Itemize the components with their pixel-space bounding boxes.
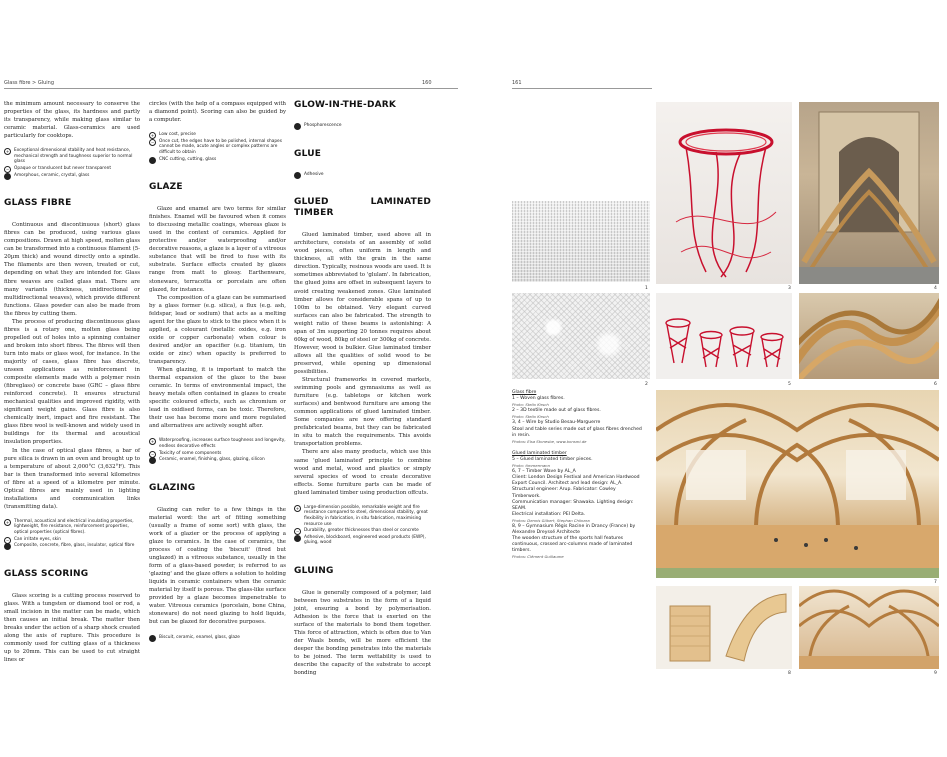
property-text: Large-dimension possible, remarkable weight and fire resistance compared to steel, dimensional stability, great flexibility in fabrication, in situ fabrication, maximising resource use [304, 504, 428, 527]
caption-line: Communication manager: Shawaka. Lighting design: SEAM. [512, 499, 634, 511]
property-item [294, 505, 431, 527]
left-page [0, 0, 470, 757]
caption-title: Glued laminated timber [512, 450, 567, 456]
caption-title: Glass fibre [512, 390, 537, 395]
paragraph: Glass scoring is a cutting process reserved to glass. With a tungsten or diamond tool or rod, a small incision in the matter can be made, which then causes an initial break. The matter then breaks under the action of a sharp shock created along the axis of rupture. This procedure is commonly used for cutting glass of a thickness up to 20mm. This can be used to cut straight lines or [4, 592, 140, 664]
photo-number-5: 5 [788, 382, 791, 387]
column-3 [294, 100, 431, 677]
photo-number-8: 8 [788, 671, 791, 676]
caption-line: Client: London Design Festival and American Hardwood Export Council. Architect and lead design: AL_A. [512, 475, 640, 487]
caption-line: 3, 4 – Wire by Studio Besau-Marguerre [512, 420, 601, 426]
property-item [149, 457, 286, 463]
caption-credit: Photo: Stelio Kirsch [512, 402, 549, 408]
property-item [149, 451, 286, 457]
property-text: Thermal, acoustical and electrical insulating properties, lightweight, fire resistance, reinforcement properties, optical properties (optical fibres). [14, 518, 134, 536]
photo-timber-wave-closeup [799, 293, 939, 379]
property-text: Once cut, the edges have to be polished, internal shapes cannot be made, acute angles or complex patterns are difficult to obtain [159, 138, 282, 155]
minus-icon: − [295, 529, 300, 535]
property-text: Can irritate eyes, skin [14, 536, 62, 542]
photo-glulam-pieces [656, 586, 792, 669]
glazing-body [149, 506, 286, 627]
caption-credit: Photos: Elsa Stonesbe, www.bonsmi.de [512, 438, 587, 444]
glaze-body [149, 205, 286, 430]
property-text: Ceramic, enamel, finishing, glass, glazing, silicon [159, 457, 265, 463]
glue-properties [294, 172, 431, 178]
caption-credit: Photo: Stelio Kirsch [512, 414, 549, 420]
heading-glow-in-the-dark: GLOW-IN-THE-DARK [294, 100, 397, 110]
paragraph: Continuous and discontinuous (short) glass fibres can be produced, using various glass compositions. Drawn at high speed, molten glass can be transformed into a continuous filament (5-20µm thick) and wound directly onto a spindle. The filaments are then woven, treated or cut, depending on what they are intended for. Glass fibre weaves are called glass mat. There are many variants (thickness, unidirectional or multidirectional weaves), which provide different functions. Glass powder can also be made from the fibres by cutting them. [4, 222, 140, 317]
caption-line: 5 – Glued laminated timber pieces. [512, 456, 593, 462]
glass-scoring-text-end: circles (with the help of a compass equipped with a diamond point). Scoring can also be guided by a computer. [149, 101, 286, 124]
paragraph: Glazing can refer to a few things in the material word: the art of fitting something (usually a frame of some sort) with glass, the work of a glazier or the process of applying a glaze to ceramics. In the case of ceramics, the process of coating the 'biscuit' (fired but unglazed) in a vitreous substance, usually in the form of a glass-based powder, is referred to as 'glazing' and the glaze offers a solution to holding liquids in ceramic containers when the ceramic material by itself is porous. The glass-like surface provided by a glaze becomes impenetrable to water. Vitreous ceramics (porcelain, bone China, stoneware) do not need glazing to hold liquids, but can be glazed for decorative purposes. [149, 506, 286, 626]
plus-icon: + [150, 439, 155, 445]
property-item [149, 635, 286, 641]
gluing-body [294, 589, 431, 678]
glass-scoring-body [4, 592, 140, 664]
heading-glaze: GLAZE [149, 182, 183, 193]
glass-ceramic-text-end: the minimum amount necessary to conserve the properties of the glass, its hardness and partly its transparency, while making glass similar to ceramic material. Glass-ceramics are used particularly for cooktops. [4, 101, 140, 140]
photo-captions [512, 390, 642, 561]
property-text: Composite, concrete, fibre, glass, insulator, optical fibre [14, 543, 135, 549]
running-head: Glass fibre > Gluing [4, 80, 55, 86]
header-rule-right [512, 88, 652, 89]
property-text: Adhesive [304, 171, 324, 177]
heading-glass-fibre: GLASS FIBRE [4, 198, 72, 209]
property-item [149, 132, 286, 138]
glass-fibre-body [4, 221, 140, 511]
plus-icon: + [150, 133, 155, 139]
paragraph: Glaze and enamel are two terms for similar finishes. Enamel will be favoured when it comes to discussing metallic coatings, whereas glaze is used in the context of ceramics. Applied for protective and/or waterproofing and/or decorative reasons, a glaze is a layer of a vitreous substance that will be fired to fuse with its substrate. Surface effects created by glazes range from matt to glossy. Earthenware, stoneware, terracotta or porcelain are often glazed, for instance. [149, 206, 286, 293]
heading-gluing: GLUING [294, 565, 334, 576]
caption-line: Stool and table series made out of glass fibres drenched in resin. [512, 426, 642, 438]
photo-timber-wave-museum [799, 102, 939, 284]
glow-properties [294, 123, 431, 129]
photo-wire-stool-red [656, 102, 792, 284]
property-text: Adhesive, blockboard, engineered wood products (EWP), gluing, wood [304, 534, 426, 546]
related-bullet-icon [294, 172, 301, 179]
photo-gymnasium-arches [799, 586, 939, 669]
property-item [4, 519, 140, 536]
property-item [294, 528, 431, 534]
caption-credit: Photos: Dennis Gilbert, Stephan Chiinara [512, 517, 590, 523]
header-rule [4, 88, 458, 89]
photo-gymnasium-interior [656, 390, 939, 578]
page-number-left: 160 [422, 80, 432, 86]
caption-line: Electrical installation: PEI Delta. [512, 511, 586, 517]
paragraph: When glazing, it is important to match the thermal expansion of the glaze to the base ceramic. In terms of environmental impact, the heavy metals often contained in glazes to create specific coloured effects, such as chromium or lead in oxidised forms, can be toxic. Therefore, their use has become more and more regulated and alternatives are actively sought after. [149, 367, 286, 430]
plus-icon: + [5, 149, 10, 155]
related-bullet-icon [294, 123, 301, 130]
caption-line: 2 – 3D textile made out of glass fibres. [512, 408, 601, 414]
property-item [294, 123, 431, 129]
property-item [149, 139, 286, 156]
photo-number-6: 6 [934, 382, 937, 387]
glass-fibre-properties [4, 519, 140, 549]
glass-scoring-properties [149, 132, 286, 162]
caption-credit: Photos: Clément Guillaume [512, 554, 564, 560]
photo-number-9: 9 [934, 671, 937, 676]
property-text: Biscuit, ceramic, enamel, glass, glaze [159, 634, 240, 640]
paragraph: There are also many products, which use this same 'glued laminated' principle to combine wood and metal, wood and plastics or simply several species of wood to create decorative effects. Some furniture parts can be made of glued laminated timber using production offcuts. [294, 449, 431, 496]
related-bullet-icon [4, 173, 11, 180]
page-number-right: 161 [512, 80, 522, 86]
related-bullet-icon [149, 635, 156, 642]
caption-line: 6, 7 – Timber Wave by AL_A [512, 469, 576, 475]
related-bullet-icon [149, 157, 156, 164]
photo-wire-stools-tables [656, 293, 792, 379]
minus-icon: − [5, 537, 10, 543]
glass-ceramic-properties [4, 148, 140, 178]
paragraph: Glue is generally composed of a polymer, laid between two substrates in the form of a liquid joint, ensuring a bond by polymerisation. Adhesion is the force that is exerted on the surface of the materials to bond them together. This force of attraction, which is often due to Van der Waals bonds, will be more efficient the deeper the bonding penetrates into the materials to be joined. The term wettability is used to describe the capacity of the substrate to accept bonding [294, 589, 431, 677]
column-1 [4, 100, 140, 664]
minus-icon: − [5, 167, 10, 173]
property-item [294, 535, 431, 546]
paragraph: Structural frameworks in covered markets, swimming pools and gymnasiums as well as furniture (e.g. tabletops or kitchen work surfaces) and bentwood furniture are among the common applications of glued laminated timber. Some companies are now offering standard prefabricated beams, but they can be fabricated in situ to match the requirements. This avoids transportation problems. [294, 377, 431, 448]
photo-number-1: 1 [645, 286, 648, 291]
photo-number-7: 7 [934, 580, 937, 585]
property-item [4, 543, 140, 549]
caption-line: The wooden structure of the sports hall features continuous, crossed arc-columns made of laminated timbers. [512, 536, 633, 554]
caption-line: 1 – Woven glass fibres. [512, 396, 565, 402]
property-text: Waterproofing, increases surface toughness and longevity, endless decorative effects [159, 438, 286, 450]
paragraph: Glued laminated timber, used above all in architecture, consists of an assembly of solid wood pieces, often uniform in length and thickness, all with the grain in the same direction. Typically, resinous woods are used. It is sometimes abbreviated to 'glulam'. In fabrication, the glued joins are offset in subsequent layers to avoid creating weakened zones. Glue laminated timber allows for considerable spans of up to 100m to be obtained. Very elegant curved surfaces can also be fabricated. The strength to weight ratio of these beams is astonishing: A span of 3m supporting 20 tonnes requires about 60kg of wood, 80kg of steel or 300kg of concrete. However, wood is bulkier. Glue laminated timber allows all the qualities of solid wood to be preserved, while opening up dimensional possibilities. [294, 232, 431, 375]
heading-glazing: GLAZING [149, 482, 196, 493]
related-bullet-icon [4, 543, 11, 550]
property-item [4, 537, 140, 543]
plus-icon: + [295, 505, 300, 511]
caption-credit: Photo: timmermann [512, 463, 550, 469]
plus-icon: + [5, 519, 10, 525]
paragraph: In the case of optical glass fibres, a bar of pure silica is drawn in an oven and brought up to a temperature of about 2,000°C (3,632°F). This bar is then transformed into several kilometres of fibre at a speed of a kilometre per minute. Optical fibres are mainly used in lighting installations and communication links (transmitting data). [4, 447, 140, 510]
photo-number-2: 2 [645, 382, 648, 387]
minus-icon: − [150, 139, 155, 145]
property-text: Phosphorescence [304, 123, 342, 128]
property-item [4, 166, 140, 172]
property-text: Exceptional dimensional stability and heat resistance, mechanical strength and toughness superior to normal glass [14, 148, 133, 165]
photo-woven-glass-fibre [512, 201, 650, 282]
property-item [4, 173, 140, 179]
photo-3d-textile [512, 293, 650, 379]
heading-glue: GLUE [294, 148, 322, 159]
related-bullet-icon [149, 457, 156, 464]
property-text: Toxicity of some components [159, 450, 222, 456]
property-text: Durability, greater thicknesses than steel or concrete [304, 528, 419, 534]
glulam-body [294, 231, 431, 497]
column-2 [149, 100, 286, 641]
property-item [149, 438, 286, 449]
paragraph: The process of producing discontinuous glass fibres is a rotary one, molten glass being propelled out of holes into a spinning container and broken into short fibres. The fibres will then turn into mats or glass wool, for instance. In the majority of cases, glass fibre has discrete, unseen applications as reinforcement in composite elements made with a polymer resin (fibreglass) or concrete base (GRC – glass fibre reinforced concrete). It ensures structural mechanical qualities and improved rigidity, with significant weight gains. Glass fibre is also chemically inert, impact and fire resistant. The glass fibre wool is well-known and widely used in buildings for its thermal and acoustical insulation properties. [4, 318, 140, 446]
related-bullet-icon [294, 535, 301, 542]
glulam-properties [294, 505, 431, 546]
property-item [4, 148, 140, 165]
property-text: Opaque or translucent but never transparent [14, 166, 112, 172]
heading-glass-scoring: GLASS SCORING [4, 568, 89, 579]
paragraph: The composition of a glaze can be summarised by a glass former (e.g. silica), a flux (e.g. ash, feldspar, lead or sodium) that acts as a melting agent for the glaze to stick to the piece when it is applied, a colourant (metallic oxides, e.g. iron oxide or copper carbonate) when colour is desired and/or an opacifier (e.g. titanium, tin oxide or zinc) when opacity is preferred to transparency. [149, 294, 286, 365]
caption-line: 8, 9 – Gymnasium Régis Racine in Drancy (France) by Alexandre Dreyssé Architecte [512, 523, 636, 536]
glazing-properties [149, 635, 286, 641]
property-text: Amorphous, ceramic, crystal, glass [14, 172, 90, 178]
photo-number-3: 3 [788, 286, 791, 291]
photo-number-4: 4 [934, 286, 937, 291]
minus-icon: − [150, 451, 155, 457]
property-text: CNC cutting, cutting, glass [159, 156, 217, 162]
heading-glued-laminated-timber: GLUED LAMINATED TIMBER [294, 197, 431, 219]
property-item [149, 157, 286, 163]
caption-line: Structural engineer: Arup. Fabricator: Cowley Timberwork. [512, 487, 616, 499]
property-text: Low cost, precise [159, 132, 196, 138]
property-item [294, 172, 431, 178]
glaze-properties [149, 438, 286, 462]
